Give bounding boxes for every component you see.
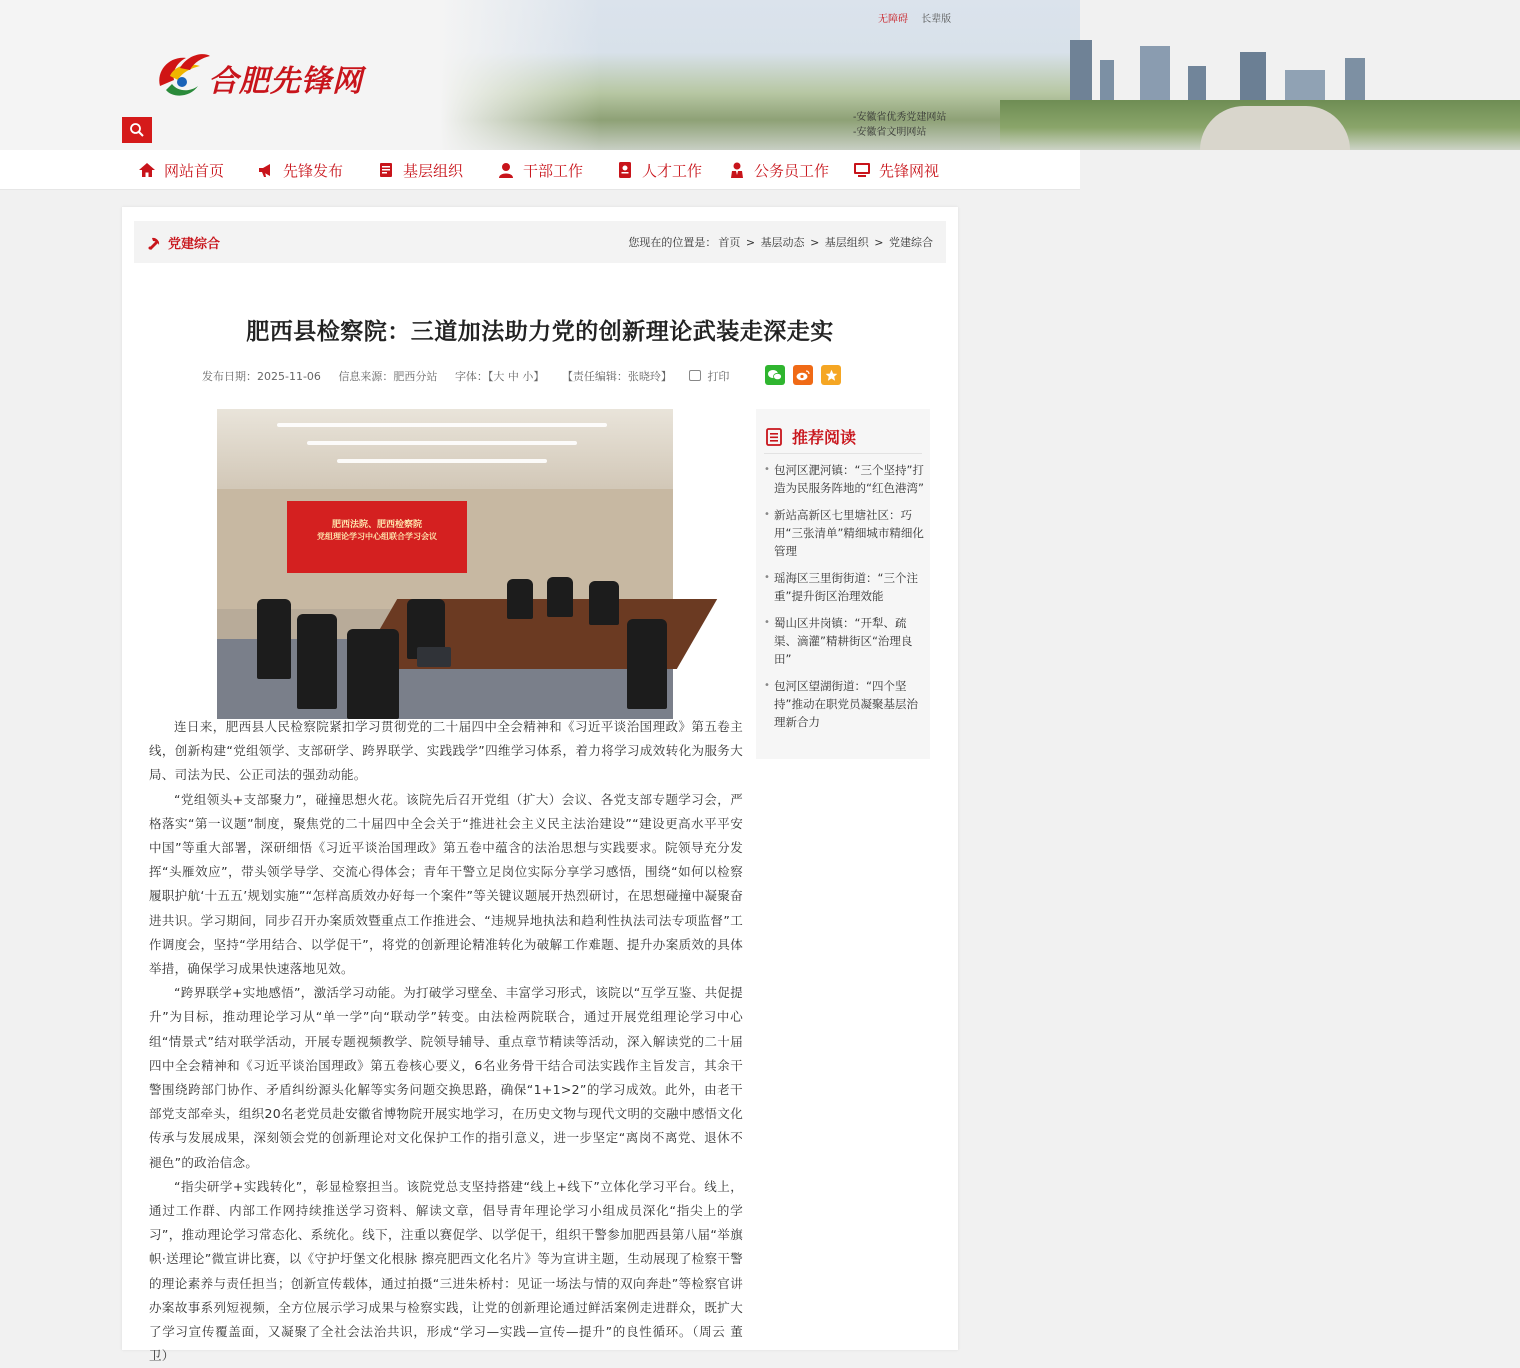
site-honor: -安徽省优秀党建网站 <box>853 112 947 123</box>
photo-attendee <box>589 581 619 625</box>
print-button[interactable] <box>689 370 743 383</box>
person-icon <box>497 161 515 179</box>
party-emblem-icon <box>146 235 162 251</box>
recommended-divider <box>764 453 922 454</box>
nav-item-label: 基层组织 <box>403 161 464 180</box>
screen-text-line1: 肥西法院、肥西检察院 <box>331 520 422 530</box>
recommended-title: 推荐阅读 <box>792 428 857 447</box>
reading-list-icon <box>764 427 784 447</box>
nav-item-grassroots[interactable] <box>377 150 463 190</box>
site-honors <box>853 110 946 140</box>
site-name: 合肥先锋网 <box>208 64 363 99</box>
elder-mode-link[interactable]: 长辈版 <box>921 14 952 25</box>
weibo-icon <box>796 369 810 381</box>
article-paragraph: “跨界联学+实地感悟”，激活学习动能。为打破学习壁垒、丰富学习形式，该院以“互学互鉴、共促提升”为目标，推动理论学习从“单一学”向“联动学”转变。由法检两院联合，通过开展党组理论学习中心组“情景式”结对联学活动，开展专题视频教学、院领导辅导、重点章节精读等活动，深入解读党的二十届四中全会精神和《习近平谈治国理政》第五卷核心要义，6名业务骨干结合司法实践作主旨发言，其余干警围绕跨部门协作、矛盾纠纷源头化解等实务问题交换思路，确保“1+1>2”的学习成效。此外，由老干部党支部牵头，组织20名老党员赴安徽省博物院开展实地学习，在历史文物与现代文明的交融中感悟文化传承与发展成果，深刻领会党的创新理论对文化保护工作的指引意义，进一步坚定“离岗不离党、退休不褪色”的政治信念。 <box>149 985 743 1170</box>
nav-item-talent[interactable] <box>616 150 702 190</box>
recommended-reading <box>756 409 930 759</box>
breadcrumb-link-dynamics[interactable]: 基层动态 <box>760 236 805 249</box>
breadcrumb <box>627 234 934 250</box>
star-icon <box>825 369 838 382</box>
article-body <box>149 715 743 1368</box>
megaphone-icon <box>257 161 275 179</box>
logo-mark-icon <box>152 46 212 106</box>
nav-item-civil-servant[interactable] <box>728 150 829 190</box>
banner-fade <box>440 0 600 150</box>
photo-chair <box>257 599 291 679</box>
font-size-switch[interactable]: 字体：【大 中 小】 <box>454 370 545 383</box>
recommended-item[interactable]: • 包河区淝河镇：“三个坚持”打造为民服务阵地的“红色港湾” <box>764 461 924 497</box>
photo-ceiling-light <box>337 459 547 463</box>
content-card <box>122 207 958 1364</box>
top-links <box>878 10 951 25</box>
photo-ceiling-light <box>307 441 577 445</box>
photo-chair <box>297 614 337 709</box>
site-logo[interactable] <box>152 42 372 112</box>
recommended-item[interactable]: • 新站高新区七里塘社区：巧用“三张清单”精细城市精细化管理 <box>764 506 924 560</box>
breadcrumb-link-party[interactable]: 党建综合 <box>889 236 933 249</box>
print-label: 打印 <box>707 370 730 383</box>
banner-plaza <box>1200 106 1350 150</box>
search-icon <box>129 122 145 138</box>
article-meta <box>202 368 757 384</box>
photo-laptop <box>417 647 451 667</box>
photo-attendee <box>547 577 573 617</box>
nav-item-video[interactable] <box>853 150 939 190</box>
search-button[interactable] <box>122 117 152 143</box>
publish-date: 发布日期：2025-11-06 <box>202 370 321 383</box>
recommended-header <box>764 425 856 448</box>
home-icon <box>138 161 156 179</box>
breadcrumb-link-grassroots[interactable]: 基层组织 <box>824 236 869 249</box>
section-title-label: 党建综合 <box>168 237 221 252</box>
recommended-item[interactable]: • 瑶海区三里街街道：“三个注重”提升街区治理效能 <box>764 569 924 605</box>
article-paragraph: “指尖研学+实践转化”，彰显检察担当。该院党总支坚持搭建“线上+线下”立体化学习平台。线上，通过工作群、内部工作网持续推送学习资料、解读文章，倡导青年理论学习小组成员深化“指尖上的学习”，推动理论学习常态化、系统化。线下，注重以赛促学、以学促干，组织干警参加肥西县第八届“举旗帜·送理论”微宣讲比赛，以《守护圩堡文化根脉 擦亮肥西文化名片》等为宣讲主题，生动展现了检察干警的理论素养与责任担当；创新宣传载体，通过拍摄“三进朱桥村：见证一场法与情的双向奔赴”等检察官讲办案故事系列短视频，全方位展示学习成果与检察实践，让党的创新理论通过鲜活案例走进群众，既扩大了学习宣传覆盖面，又凝聚了全社会法治共识，形成“学习—实践—宣传—提升”的良性循环。（周云 董卫） <box>149 1178 743 1364</box>
nav-item-label: 人才工作 <box>642 161 703 180</box>
breadcrumb-prefix: 您现在的位置是： <box>628 236 717 249</box>
info-source: 信息来源：肥西分站 <box>338 370 438 383</box>
nav-item-cadre[interactable] <box>497 150 583 190</box>
recommended-item[interactable]: • 蜀山区井岗镇：“开犁、疏渠、滴灌”精耕街区“治理良田” <box>764 614 924 668</box>
nav-item-release[interactable] <box>257 150 343 190</box>
article-paragraph: 连日来，肥西县人民检察院紧扣学习贯彻党的二十届四中全会精神和《习近平谈治国理政》第五卷主线，创新构建“党组领学、支部研学、跨界联学、实践践学”四维学习体系，着力将学习成效转化为服务大局、司法为民、公正司法的强劲动能。 <box>149 719 743 783</box>
site-honor: -安徽省文明网站 <box>853 127 927 138</box>
nav-item-label: 网站首页 <box>164 161 225 180</box>
printer-icon <box>689 370 701 381</box>
nav-item-label: 先锋网视 <box>879 161 940 180</box>
article-title: 肥西县检察院：三道加法助力党的创新理论武装走深走实 <box>246 319 834 345</box>
document-icon <box>377 161 395 179</box>
share-wechat-button[interactable] <box>765 365 785 385</box>
recommended-list <box>764 461 924 740</box>
nav-item-label: 先锋发布 <box>283 161 344 180</box>
section-bar <box>134 221 946 263</box>
accessibility-link[interactable]: 无障碍 <box>878 14 908 25</box>
site-header <box>0 0 1080 150</box>
responsible-editor: 【责任编辑：张晓玲】 <box>561 370 672 383</box>
photo-chair <box>627 619 667 709</box>
nav-item-label: 干部工作 <box>523 161 584 180</box>
nav-item-home[interactable] <box>138 150 224 190</box>
wechat-icon <box>768 369 782 381</box>
breadcrumb-link-home[interactable]: 首页 <box>718 236 741 249</box>
photo-attendee <box>507 579 533 619</box>
favorite-button[interactable] <box>821 365 841 385</box>
share-weibo-button[interactable] <box>793 365 813 385</box>
article-paragraph: “党组领头+支部聚力”，碰撞思想火花。该院先后召开党组（扩大）会议、各党支部专题学习会，严格落实“第一议题”制度，聚焦党的二十届四中全会关于“推进社会主义民主法治建设”“建设更高水平平安中国”等重大部署，深研细悟《习近平谈治国理政》第五卷中蕴含的法治思想与实践要求。院领导充分发挥“头雁效应”，带头领学导学、交流心得体会；青年干警立足岗位实际分享学习感悟，围绕“如何以检察履职护航‘十五五’规划实施”“怎样高质效办好每一个案件”等关键议题展开热烈研讨，在思想碰撞中凝聚奋进共识。学习期间，同步召开办案质效暨重点工作推进会、“违规异地执法和趋利性执法司法专项监督”工作调度会，坚持“学用结合、以学促干”，将党的创新理论精准转化为破解工作难题、提升办案质效的具体举措，确保学习成果快速落地见效。 <box>149 791 743 977</box>
breadcrumb-separator: > <box>810 236 820 249</box>
photo-attendees <box>217 559 673 719</box>
recommended-item[interactable]: • 包河区望湖街道：“四个坚持”推动在职党员凝聚基层治理新合力 <box>764 677 924 731</box>
staff-icon <box>728 161 746 179</box>
section-title <box>146 233 220 252</box>
id-card-icon <box>616 161 634 179</box>
photo-ceiling-light <box>277 423 607 427</box>
nav-item-label: 公务员工作 <box>754 161 830 180</box>
photo-attendee <box>347 629 399 719</box>
article-photo <box>217 409 673 713</box>
main-nav <box>0 150 1080 190</box>
breadcrumb-separator: > <box>745 236 756 249</box>
screen-text-line2: 党组理论学习中心组联合学习会议 <box>317 531 437 541</box>
monitor-icon <box>853 161 871 179</box>
breadcrumb-separator: > <box>874 236 884 249</box>
